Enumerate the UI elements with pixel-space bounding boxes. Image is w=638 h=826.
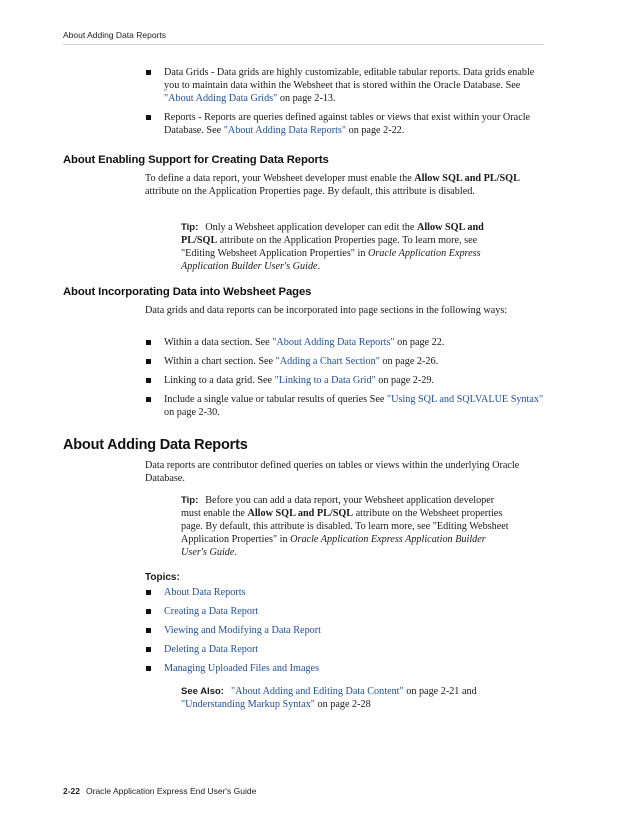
link-about-adding-data-grids[interactable]: "About Adding Data Grids" (164, 93, 278, 104)
running-header: About Adding Data Reports (63, 30, 167, 40)
square-bullet-icon (146, 628, 151, 633)
topic-link-managing-uploaded-files[interactable]: Managing Uploaded Files and Images (164, 663, 320, 674)
tip-label: Tip: (181, 222, 199, 233)
square-bullet-icon (146, 647, 151, 652)
link-about-adding-data-reports[interactable]: "About Adding Data Reports" (272, 337, 395, 348)
topic-link-about-data-reports[interactable]: About Data Reports (164, 587, 246, 598)
book-title-footer: Oracle Application Express End User's Guide (86, 786, 257, 796)
list-item: Include a single value or tabular results of queries See "Using SQL and SQLVALUE Syntax" on page 2-30. (145, 393, 545, 419)
square-bullet-icon (146, 70, 151, 75)
book-title: Oracle Application Express Application Builder User's Guide (181, 248, 481, 272)
link-using-sql-sqlvalue-syntax[interactable]: "Using SQL and SQLVALUE Syntax" (386, 394, 544, 405)
topic-item (145, 624, 545, 637)
link-understanding-markup-syntax[interactable]: "Understanding Markup Syntax" (181, 699, 315, 710)
incorporation-ways-list (145, 336, 545, 425)
enabling-paragraph: To define a data report, your Websheet developer must enable the Allow SQL and PL/SQL attribute on the Application Properties page. By default, this attribute is disabled. (145, 173, 520, 197)
list-item: Linking to a data grid. See "Linking to a Data Grid" on page 2-29. (145, 374, 545, 387)
tip-note-adding: Tip: Before you can add a data report, your Websheet application developer must enable the Allow SQL and PL/SQL attribute on the Websheet properties page. By default, this attribute is disabled. To learn more, see "Editing Websheet Application Properties" in Oracle Application Express Application Builder User's Guide. (181, 495, 509, 558)
square-bullet-icon (146, 340, 151, 345)
topic-item (145, 586, 545, 599)
heading-incorporating-data: About Incorporating Data into Websheet Pages (63, 286, 312, 298)
incorporating-intro: Data grids and data reports can be incorporated into page sections in the following ways: (145, 305, 508, 316)
adding-intro: Data reports are contributor defined queries on tables or views within the underlying Oracle Database. (145, 460, 520, 484)
topic-item (145, 605, 545, 618)
page-number: 2-22 (63, 786, 81, 796)
topic-item (145, 662, 545, 675)
square-bullet-icon (146, 590, 151, 595)
list-item: Within a chart section. See "Adding a Chart Section" on page 2-26. (145, 355, 545, 368)
topic-link-viewing-modifying-data-report[interactable]: Viewing and Modifying a Data Report (164, 625, 321, 636)
topic-item (145, 643, 545, 656)
see-also-note: See Also: "About Adding and Editing Data Content" on page 2-21 and "Understanding Markup Syntax" on page 2-28 (181, 686, 477, 710)
heading-about-adding-data-reports: About Adding Data Reports (63, 437, 248, 453)
link-linking-to-data-grid[interactable]: "Linking to a Data Grid" (274, 375, 376, 386)
heading-enabling-support: About Enabling Support for Creating Data Reports (63, 154, 329, 166)
header-divider (63, 44, 544, 45)
topics-list (145, 586, 545, 681)
list-item-data-grids: Data Grids - Data grids are highly customizable, editable tabular reports. Data grids enable you to maintain data within the Websheet that is stored within the Oracle Database. See "About Adding Data Grids" on page 2-13. (145, 66, 545, 105)
square-bullet-icon (146, 397, 151, 402)
topic-link-creating-data-report[interactable]: Creating a Data Report (164, 606, 259, 617)
link-about-adding-editing-data-content[interactable]: "About Adding and Editing Data Content" (230, 686, 404, 697)
link-adding-chart-section[interactable]: "Adding a Chart Section" (275, 356, 380, 367)
page-footer (63, 786, 256, 796)
list-item-reports: Reports - Reports are queries defined against tables or views that exist within your Oracle Database. See "About Adding Data Reports" on page 2-22. (145, 111, 545, 137)
tip-label: Tip: (181, 495, 199, 506)
see-also-label: See Also: (181, 686, 224, 697)
data-object-types-list (145, 66, 545, 143)
square-bullet-icon (146, 378, 151, 383)
link-about-adding-data-reports[interactable]: "About Adding Data Reports" (223, 125, 347, 136)
square-bullet-icon (146, 359, 151, 364)
square-bullet-icon (146, 115, 151, 120)
topics-label: Topics: (145, 572, 180, 583)
topic-link-deleting-data-report[interactable]: Deleting a Data Report (164, 644, 259, 655)
square-bullet-icon (146, 609, 151, 614)
list-item: Within a data section. See "About Adding Data Reports" on page 22. (145, 336, 545, 349)
square-bullet-icon (146, 666, 151, 671)
book-title: Oracle Application Express Application Builder User's Guide (181, 534, 486, 558)
tip-note-enabling: Tip: Only a Websheet application developer can edit the Allow SQL and PL/SQL attribute on the Application Properties page. To learn more, see "Editing Websheet Application Properties" in Oracle Application Express Application Builder User's Guide. (181, 222, 484, 272)
